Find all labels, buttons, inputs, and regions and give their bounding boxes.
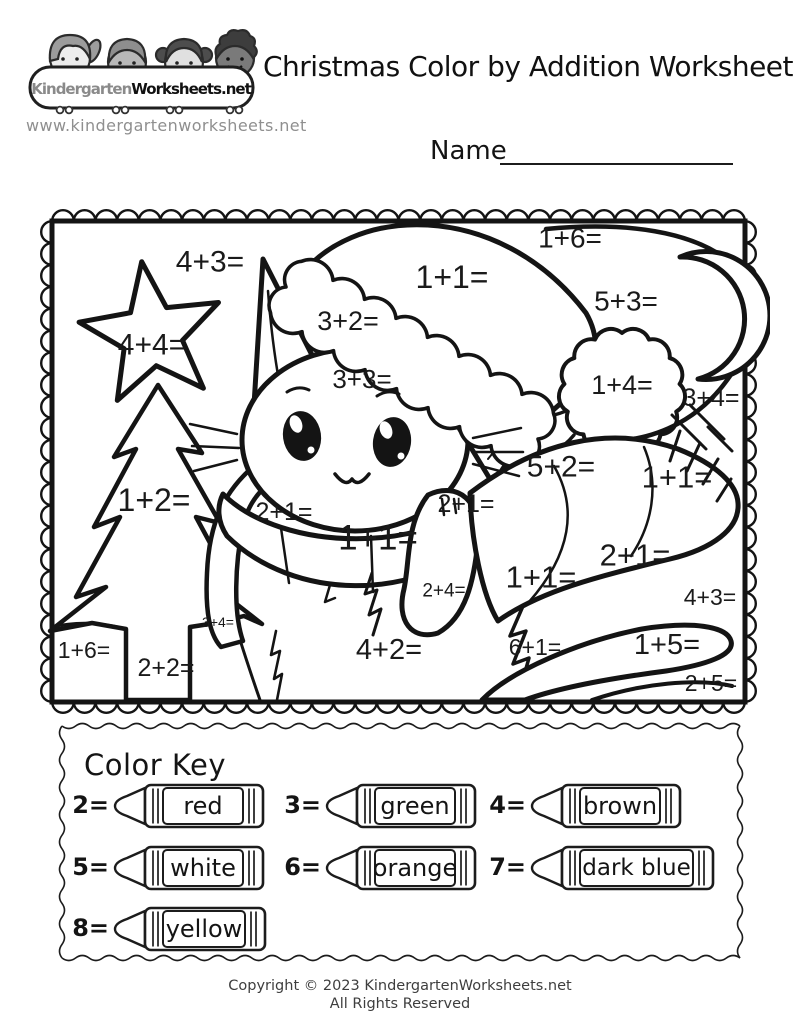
addition-problem: 1+6= <box>57 637 111 663</box>
color-key-color-name: dark blue <box>582 855 691 881</box>
addition-problem: 1+1= <box>415 259 489 295</box>
name-label: Name <box>430 136 507 166</box>
color-key-crayons <box>0 715 800 967</box>
crayon-icon <box>327 785 475 827</box>
color-key-item-yellow <box>61 906 271 956</box>
addition-problem: 1+1= <box>505 559 577 595</box>
kindergarten-worksheets-logo <box>20 25 276 121</box>
addition-problem: 2+5= <box>684 670 738 696</box>
addition-problem: 1+6= <box>538 222 602 254</box>
color-key-color-name: brown <box>582 792 658 820</box>
page-title: Christmas Color by Addition Worksheet <box>263 50 794 83</box>
color-key-number: 2= <box>72 791 109 819</box>
addition-problem: 4+3= <box>175 245 245 279</box>
addition-problem: 1+5= <box>633 629 701 661</box>
color-key-number: 3= <box>284 791 321 819</box>
color-key-color-name: orange <box>372 854 458 882</box>
addition-problem: 5+3= <box>594 285 658 317</box>
footer-rights: All Rights Reserved <box>329 996 471 1012</box>
coloring-picture <box>30 195 770 725</box>
addition-problem: 5+2= <box>526 450 596 484</box>
color-key-item-orange <box>273 845 481 895</box>
addition-problem: 4+4= <box>117 328 187 362</box>
addition-problem: 2+1= <box>599 537 671 573</box>
logo-brand-text: KindergartenWorksheets.net <box>31 80 251 98</box>
logo-website-url: www.kindergartenworksheets.net <box>26 116 307 135</box>
color-key-title: Color Key <box>84 748 227 782</box>
crayon-icon <box>532 847 713 889</box>
addition-problem: 1+1= <box>641 459 713 495</box>
footer-copyright: Copyright © 2023 KindergartenWorksheets.net <box>228 978 572 994</box>
color-key-item-brown <box>478 783 686 833</box>
addition-problem: 3+4= <box>682 384 740 412</box>
addition-problem: 3+2= <box>317 306 379 336</box>
color-key-item-dark-blue <box>478 845 719 895</box>
color-key-item-white <box>61 845 269 895</box>
crayon-icon <box>115 847 263 889</box>
addition-problem: 1+2= <box>117 482 191 518</box>
addition-problem: 2+4= <box>422 580 466 602</box>
addition-problem: 3+4= <box>202 614 234 630</box>
addition-problem: 2+2= <box>137 654 195 682</box>
color-key-item-red <box>61 783 269 833</box>
addition-problem: 6+1= <box>508 634 562 660</box>
addition-problem: 3+3= <box>332 364 392 394</box>
addition-problem: 2+1= <box>437 490 495 518</box>
addition-problem: 4+2= <box>355 634 423 666</box>
crayon-icon <box>532 785 680 827</box>
color-key-color-name: yellow <box>165 915 243 943</box>
color-key-item-green <box>273 783 481 833</box>
footer <box>0 977 800 1013</box>
color-key-color-name: white <box>170 854 236 882</box>
color-key-number: 5= <box>72 853 109 881</box>
name-blank-line <box>500 163 733 165</box>
color-key-color-name: green <box>380 792 450 820</box>
crayon-icon <box>327 847 475 889</box>
color-key-color-name: red <box>183 792 223 820</box>
crayon-icon <box>115 785 263 827</box>
addition-problem: 1+4= <box>591 370 653 400</box>
addition-problem: 4+3= <box>683 584 737 610</box>
crayon-icon <box>115 908 265 950</box>
color-key-number: 4= <box>489 791 526 819</box>
color-key-number: 7= <box>489 853 526 881</box>
color-key-section <box>0 715 800 975</box>
color-key-number: 8= <box>72 914 109 942</box>
color-key-number: 6= <box>284 853 321 881</box>
addition-problem: 2+1= <box>255 498 313 526</box>
addition-problem: 1+1= <box>338 518 418 558</box>
